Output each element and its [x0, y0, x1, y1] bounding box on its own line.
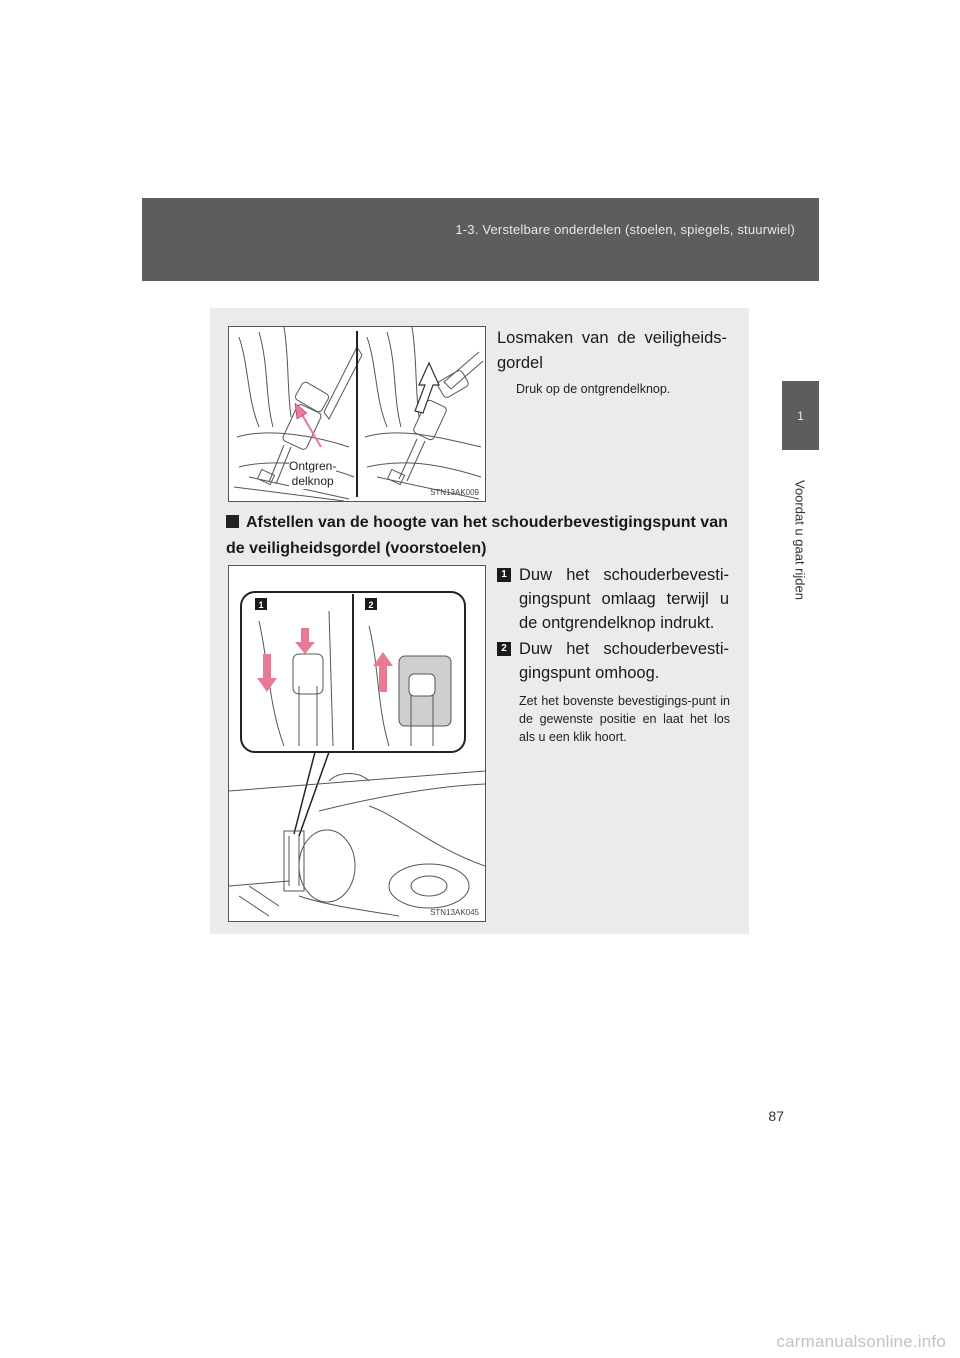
shoulder-anchor-illustration [228, 565, 486, 922]
watermark: carmanualsonline.info [776, 1332, 946, 1351]
inset1-label: 1 [258, 600, 264, 610]
page-number: 87 [768, 1108, 784, 1124]
step-1 [497, 563, 729, 635]
step-2 [497, 637, 729, 685]
callout-line-1: Ontgren- [289, 459, 337, 473]
chapter-number: 1 [797, 408, 804, 423]
release-instruction: Druk op de ontgrendelknop. [516, 382, 671, 396]
content-panel [210, 308, 749, 934]
square-bullet-icon [226, 515, 239, 528]
figure1-code: STN13AK009 [430, 488, 479, 497]
release-heading: Losmaken van de veiligheids-gordel [497, 329, 727, 372]
step-2-text: Duw het schouderbevesti-gingspunt omhoog. [519, 640, 729, 682]
inset2-label: 2 [368, 600, 374, 610]
callout-line-2: delknop [291, 474, 334, 488]
buckle-release-illustration [228, 326, 486, 502]
section-title: 1-3. Verstelbare onderdelen (stoelen, spiegels, stuurwiel) [455, 222, 795, 237]
chapter-tab [782, 381, 819, 450]
figure2-code: STN13AK045 [430, 908, 479, 917]
step-2-number: 2 [497, 642, 511, 656]
step-1-text: Duw het schouderbevesti-gingspunt omlaag terwijl u de ontgrendelknop indrukt. [519, 566, 729, 632]
section-heading [226, 510, 731, 562]
header-band [142, 198, 819, 281]
adjust-note: Zet het bovenste bevestigings-punt in de gewenste positie en laat het los als u een klik hoort. [519, 694, 730, 744]
release-button-callout [289, 459, 336, 489]
chapter-label: Voordat u gaat rijden [792, 480, 808, 600]
section-heading-text: Afstellen van de hoogte van het schouderbevestigingspunt van de veiligheidsgordel (voorstoelen) [226, 514, 728, 557]
step-1-number: 1 [497, 568, 511, 582]
